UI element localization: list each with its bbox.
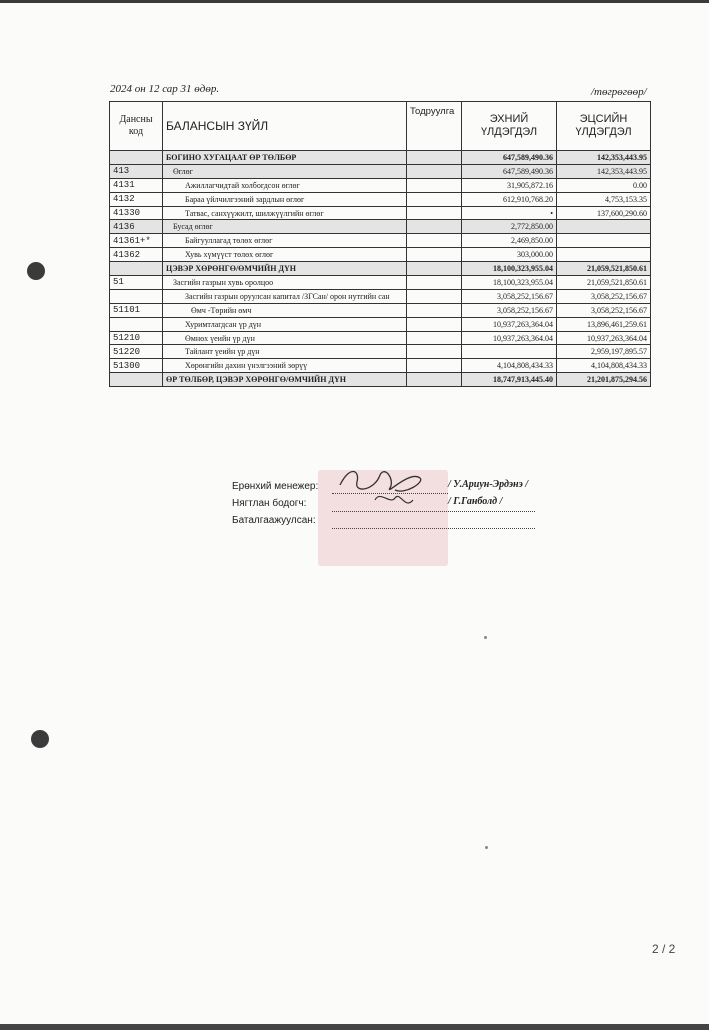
row-note bbox=[407, 289, 462, 303]
row-closing-value: 4,753,153.35 bbox=[557, 192, 651, 206]
row-code: 51101 bbox=[110, 303, 163, 317]
row-closing-value: 4,104,808,434.33 bbox=[557, 359, 651, 373]
row-note bbox=[407, 303, 462, 317]
punch-hole-bottom bbox=[31, 730, 49, 748]
table-row bbox=[110, 151, 651, 165]
row-opening-value: 10,937,263,364.04 bbox=[462, 331, 557, 345]
page-number: 2 / 2 bbox=[652, 942, 676, 956]
manager-name: / У.Ариун-Эрдэнэ / bbox=[448, 479, 528, 490]
row-code: 51210 bbox=[110, 331, 163, 345]
row-item: Хуримтлагдсан үр дүн bbox=[163, 317, 407, 331]
row-note bbox=[407, 164, 462, 178]
table-row bbox=[110, 206, 651, 220]
table-row bbox=[110, 317, 651, 331]
row-item: Бусад өглөг bbox=[163, 220, 407, 234]
row-opening-value: 3,058,252,156.67 bbox=[462, 303, 557, 317]
accountant-sign-line bbox=[332, 510, 535, 512]
table-row bbox=[110, 289, 651, 303]
row-note bbox=[407, 345, 462, 359]
row-code: 4136 bbox=[110, 220, 163, 234]
row-item: Өмч -Төрийн өмч bbox=[163, 303, 407, 317]
row-closing-value: 21,059,521,850.61 bbox=[557, 276, 651, 290]
row-code: 51 bbox=[110, 276, 163, 290]
row-opening-value: 612,910,768.20 bbox=[462, 192, 557, 206]
table-row bbox=[110, 262, 651, 276]
balance-table bbox=[109, 101, 651, 387]
row-item: Өглөг bbox=[163, 164, 407, 178]
row-code: 4132 bbox=[110, 192, 163, 206]
row-closing-value: 142,353,443.95 bbox=[557, 164, 651, 178]
row-item: БОГИНО ХУГАЦААТ ӨР ТӨЛБӨР bbox=[163, 151, 407, 165]
col-closing-header: ЭЦСИЙН ҮЛДЭГДЭЛ bbox=[557, 102, 651, 151]
row-closing-value: 2,959,197,895.57 bbox=[557, 345, 651, 359]
row-closing-value bbox=[557, 248, 651, 262]
currency-unit: /төгрөгөөр/ bbox=[591, 86, 647, 98]
col-opening-header: ЭХНИЙ ҮЛДЭГДЭЛ bbox=[462, 102, 557, 151]
row-note bbox=[407, 151, 462, 165]
row-item: Татвас, санхүүжилт, шилжүүлгийн өглөг bbox=[163, 206, 407, 220]
row-opening-value: 18,100,323,955.04 bbox=[462, 262, 557, 276]
row-closing-value: 21,201,875,294.56 bbox=[557, 373, 651, 387]
row-closing-value: 0.00 bbox=[557, 178, 651, 192]
row-item: ЦЭВЭР ХӨРӨНГӨ/ӨМЧИЙН ДҮН bbox=[163, 262, 407, 276]
row-opening-value: 647,589,490.36 bbox=[462, 151, 557, 165]
row-opening-value: 31,905,872.16 bbox=[462, 178, 557, 192]
row-code bbox=[110, 289, 163, 303]
row-closing-value: 21,059,521,850.61 bbox=[557, 262, 651, 276]
speck bbox=[485, 846, 488, 849]
row-closing-value bbox=[557, 234, 651, 248]
punch-hole-top bbox=[27, 262, 45, 280]
row-closing-value: 137,600,290.60 bbox=[557, 206, 651, 220]
row-opening-value: 2,469,850.00 bbox=[462, 234, 557, 248]
row-code bbox=[110, 317, 163, 331]
manager-sign-line bbox=[332, 492, 448, 494]
row-note bbox=[407, 331, 462, 345]
table-row bbox=[110, 192, 651, 206]
row-opening-value: 4,104,808,434.33 bbox=[462, 359, 557, 373]
row-note bbox=[407, 317, 462, 331]
table-row bbox=[110, 234, 651, 248]
table-row bbox=[110, 303, 651, 317]
row-code bbox=[110, 151, 163, 165]
table-row bbox=[110, 373, 651, 387]
verifier-label: Баталгаажуулсан: bbox=[232, 515, 316, 526]
table-row bbox=[110, 331, 651, 345]
col-item-header: БАЛАНСЫН ЗҮЙЛ bbox=[163, 102, 407, 151]
table-row bbox=[110, 164, 651, 178]
row-item: Ажиллагчидтай холбогдсон өглөг bbox=[163, 178, 407, 192]
report-date: 2024 он 12 сар 31 өдөр. bbox=[110, 83, 220, 95]
row-closing-value: 13,896,461,259.61 bbox=[557, 317, 651, 331]
row-note bbox=[407, 178, 462, 192]
row-note bbox=[407, 248, 462, 262]
row-note bbox=[407, 276, 462, 290]
row-opening-value: 18,100,323,955.04 bbox=[462, 276, 557, 290]
row-item: Засгийн газрын хувь оролцоо bbox=[163, 276, 407, 290]
row-closing-value: 10,937,263,364.04 bbox=[557, 331, 651, 345]
row-closing-value bbox=[557, 220, 651, 234]
table-header-row bbox=[110, 102, 651, 151]
speck bbox=[484, 636, 487, 639]
table-row bbox=[110, 178, 651, 192]
row-code bbox=[110, 262, 163, 276]
row-item: Өмнөх үеийн үр дүн bbox=[163, 331, 407, 345]
row-code: 413 bbox=[110, 164, 163, 178]
table-row bbox=[110, 220, 651, 234]
row-item: Засгийн газрын оруулсан капитал /ЗГСан/ орон нутгийн сан bbox=[163, 289, 407, 303]
table-row bbox=[110, 359, 651, 373]
row-item: Байгууллагад төлөх өглөг bbox=[163, 234, 407, 248]
row-code: 41330 bbox=[110, 206, 163, 220]
row-closing-value: 142,353,443.95 bbox=[557, 151, 651, 165]
row-note bbox=[407, 220, 462, 234]
row-item: Бараа үйлчилгээний зардлын өглөг bbox=[163, 192, 407, 206]
row-item: ӨР ТӨЛБӨР, ЦЭВЭР ХӨРӨНГӨ/ӨМЧИЙН ДҮН bbox=[163, 373, 407, 387]
row-opening-value: 647,589,490.36 bbox=[462, 164, 557, 178]
row-code: 51220 bbox=[110, 345, 163, 359]
table-row bbox=[110, 248, 651, 262]
row-note bbox=[407, 234, 462, 248]
row-note bbox=[407, 373, 462, 387]
row-closing-value: 3,058,252,156.67 bbox=[557, 303, 651, 317]
row-note bbox=[407, 262, 462, 276]
row-code: 4131 bbox=[110, 178, 163, 192]
table-row bbox=[110, 276, 651, 290]
accountant-label: Нягтлан бодогч: bbox=[232, 498, 307, 509]
row-note bbox=[407, 359, 462, 373]
row-item: Тайлант үеийн үр дүн bbox=[163, 345, 407, 359]
accountant-name: / Г.Ганболд / bbox=[448, 496, 503, 507]
row-code: 51300 bbox=[110, 359, 163, 373]
row-code: 41361+* bbox=[110, 234, 163, 248]
row-opening-value: 10,937,263,364.04 bbox=[462, 317, 557, 331]
row-opening-value: • bbox=[462, 206, 557, 220]
row-closing-value: 3,058,252,156.67 bbox=[557, 289, 651, 303]
top-edge bbox=[0, 0, 709, 3]
row-opening-value bbox=[462, 345, 557, 359]
row-code bbox=[110, 373, 163, 387]
row-note bbox=[407, 192, 462, 206]
row-note bbox=[407, 206, 462, 220]
row-opening-value: 2,772,850.00 bbox=[462, 220, 557, 234]
row-opening-value: 3,058,252,156.67 bbox=[462, 289, 557, 303]
manager-label: Ерөнхий менежер: bbox=[232, 481, 319, 492]
verifier-sign-line bbox=[332, 527, 535, 529]
table-row bbox=[110, 345, 651, 359]
row-code: 41362 bbox=[110, 248, 163, 262]
row-opening-value: 303,000.00 bbox=[462, 248, 557, 262]
row-item: Хувь хүмүүст төлөх өглөг bbox=[163, 248, 407, 262]
row-item: Хөрөнгийн дахин үнэлгээний зөрүү bbox=[163, 359, 407, 373]
col-code-header: Дансны код bbox=[110, 102, 163, 151]
col-note-header: Тодруулга bbox=[407, 102, 462, 151]
bottom-edge bbox=[0, 1024, 709, 1030]
row-opening-value: 18,747,913,445.40 bbox=[462, 373, 557, 387]
